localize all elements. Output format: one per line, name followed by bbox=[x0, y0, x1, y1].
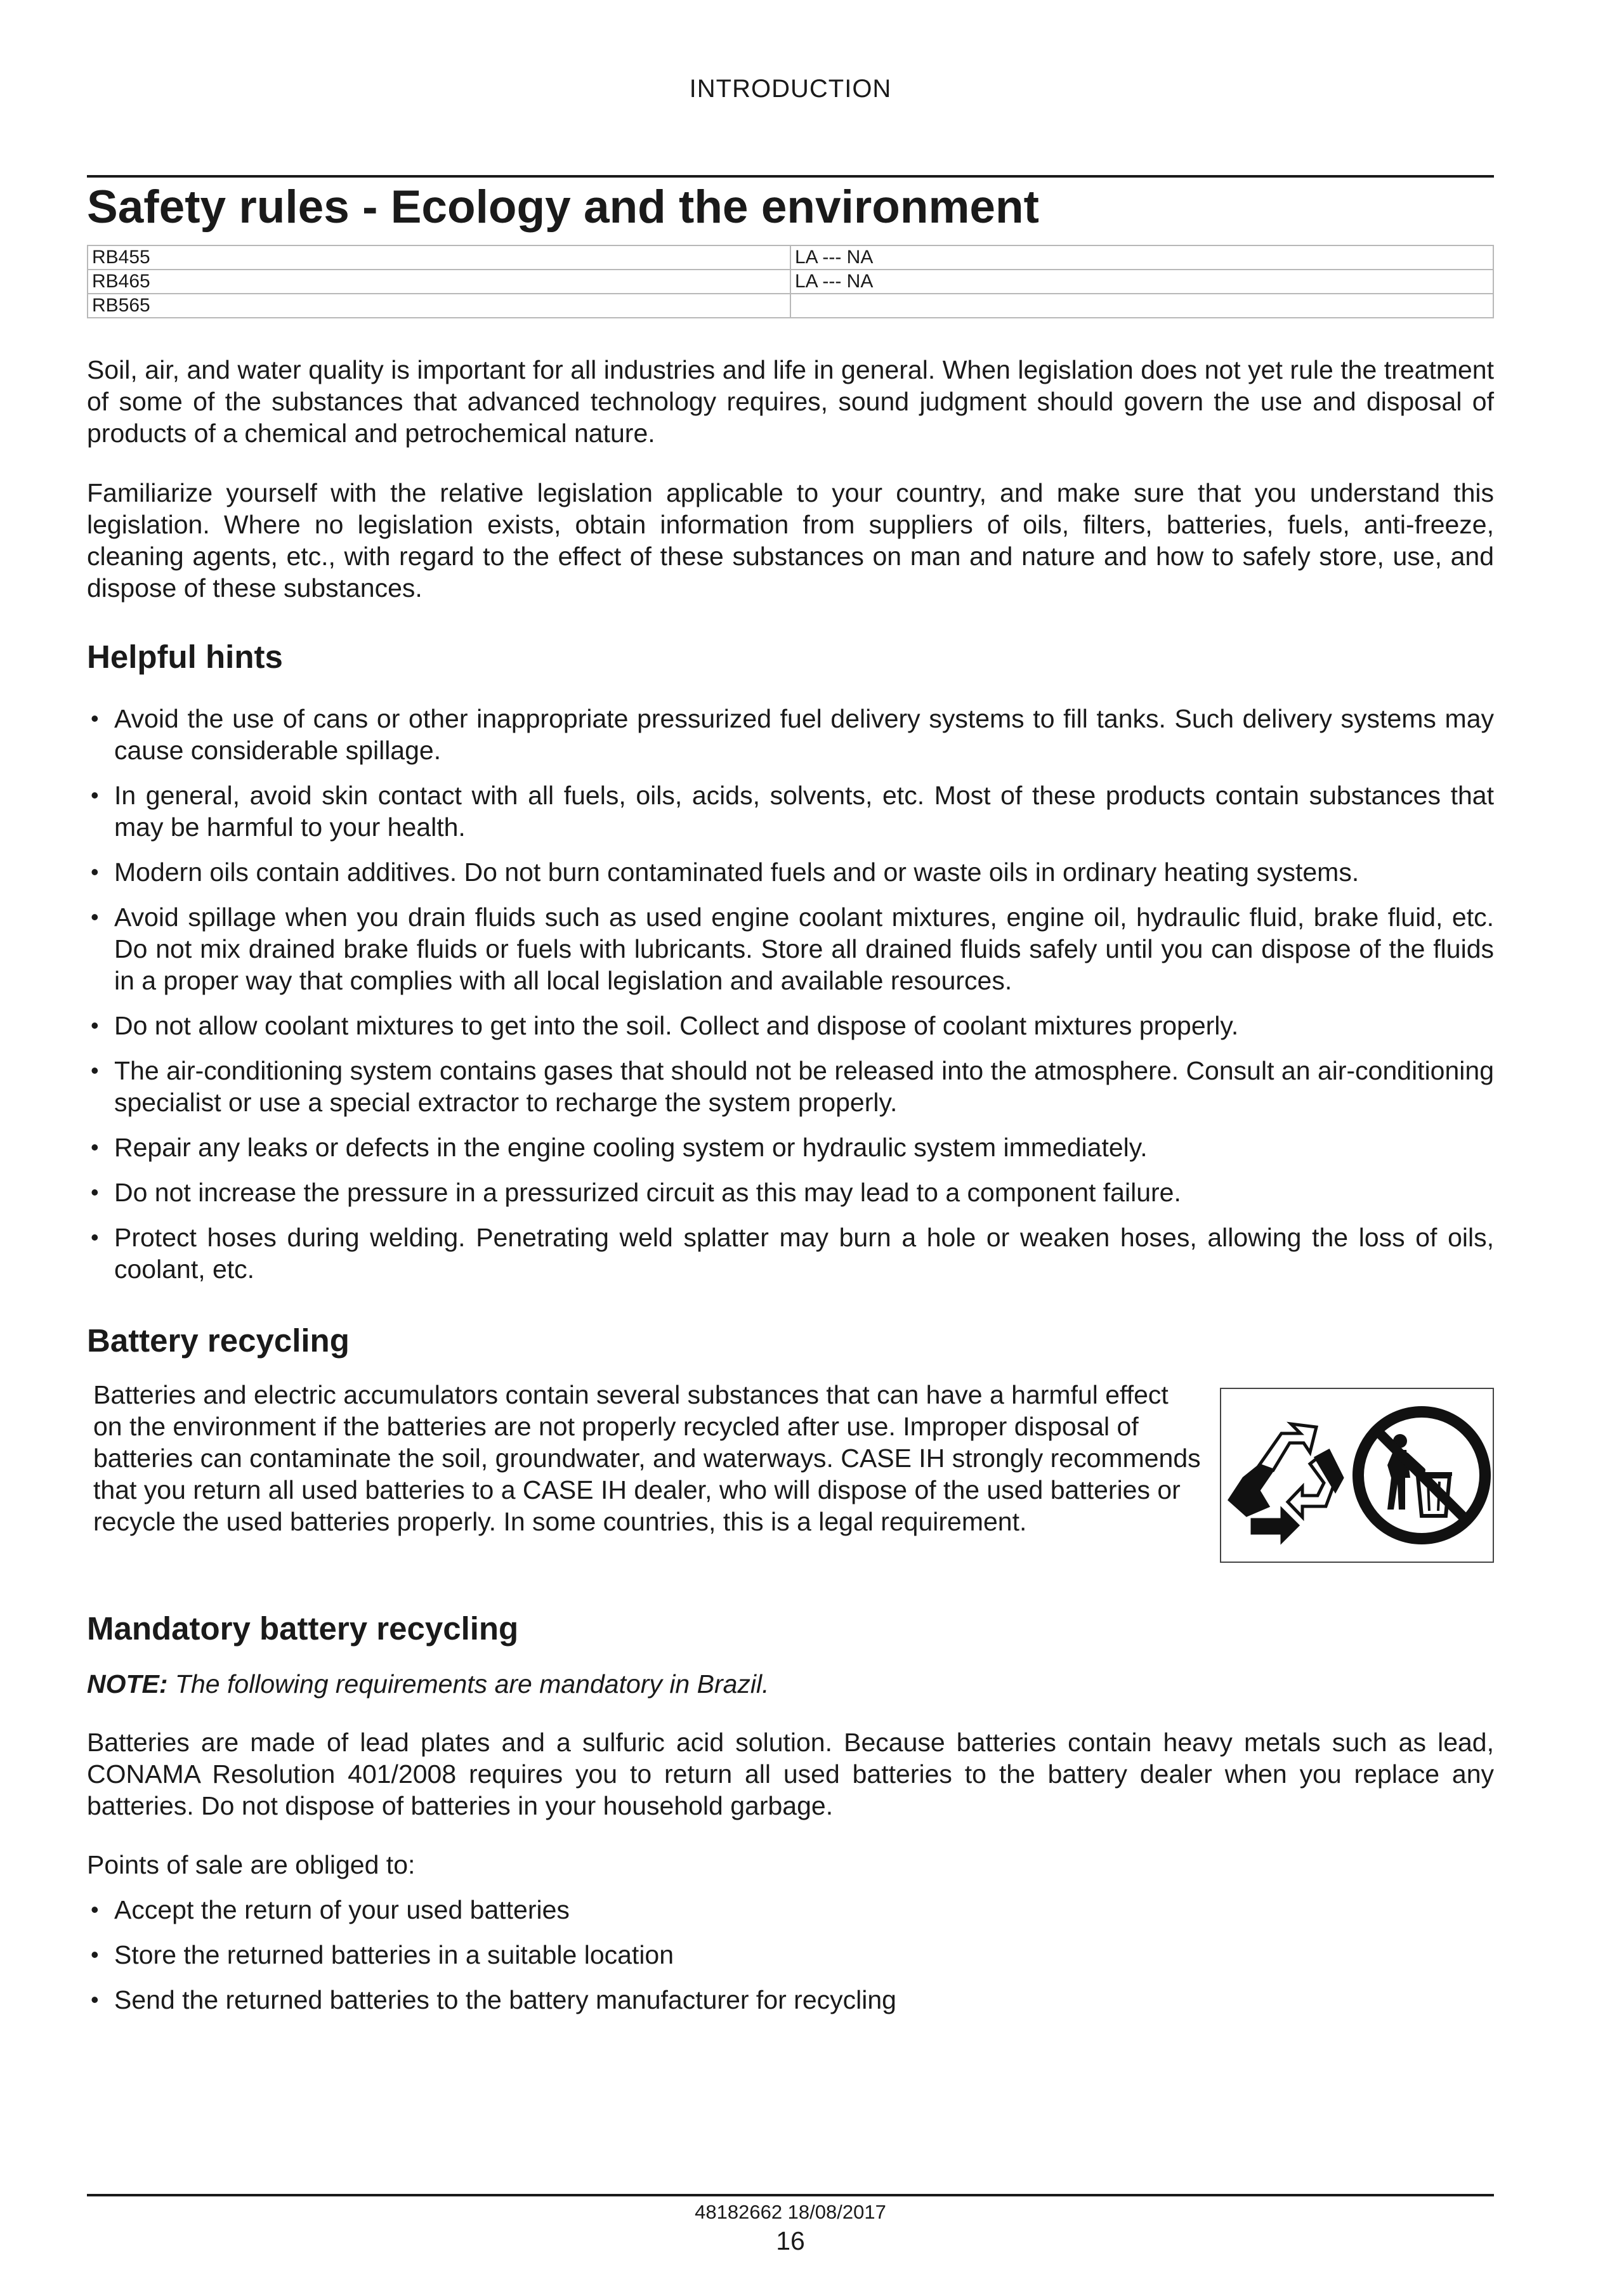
list-item: • Avoid spillage when you drain fluids such as used engine coolant mixtures, engine oil, hydraulic fluid, brake fluid, etc. Do not mix drained brake fluids or fuels with lubricants. Store all drained fluids safely until you can dispose of the fluids in a proper way that complies with all local legislation and available resources. bbox=[91, 903, 1494, 995]
battery-recycling-text: Batteries and electric accumulators contain several substances that can have a harmful effect on the environment if the batteries are not properly recycled after use. Improper disposal of batteries can contaminate the soil, groundwater, and waterways. CASE IH strongly recommends that you return all used batteries to a CASE IH dealer, who will dispose of the used batteries or recycle the used batteries properly. In some countries, this is a legal requirement. bbox=[93, 1380, 1201, 1536]
bullet-icon: • bbox=[91, 1134, 99, 1160]
list-item: • Store the returned batteries in a suitable location bbox=[91, 1940, 674, 1969]
note-text: The following requirements are mandatory in Brazil. bbox=[167, 1669, 769, 1699]
mandatory-paragraph: Batteries are made of lead plates and a sulfuric acid solution. Because batteries contain heavy metals such as lead, CONAMA Resolution 401/2008 requires you to return all used batteries to the battery dealer when you replace any batteries. Do not dispose of batteries in your household garbage. bbox=[87, 1728, 1494, 1820]
list-item: • Accept the return of your used batteries bbox=[91, 1895, 570, 1924]
bullet-icon: • bbox=[91, 904, 99, 930]
battery-recycling-heading: Battery recycling bbox=[87, 1322, 350, 1359]
bullet-icon: • bbox=[91, 1224, 99, 1250]
recycling-pictogram bbox=[1220, 1388, 1494, 1563]
model-cell: RB465 bbox=[88, 270, 790, 294]
model-cell: RB455 bbox=[88, 245, 790, 270]
list-item: • The air-conditioning system contains gases that should not be released into the atmosphere. Consult an air-conditioning specialist or use a special extractor to recharge the system properly. bbox=[91, 1056, 1494, 1117]
region-cell: LA --- NA bbox=[790, 245, 1493, 270]
model-cell: RB565 bbox=[88, 294, 790, 318]
helpful-hints-heading: Helpful hints bbox=[87, 639, 283, 675]
table-row bbox=[88, 294, 1493, 318]
intro-paragraph: Familiarize yourself with the relative legislation applicable to your country, and make sure that you understand this legislation. Where no legislation exists, obtain information from suppliers of oils, filters, batteries, fuels, anti-freeze, cleaning agents, etc., with regard to the effect of these substances on man and nature and how to safely store, use, and dispose of these substances. bbox=[87, 478, 1494, 603]
list-item: • Repair any leaks or defects in the engine cooling system or hydraulic system immediately. bbox=[91, 1133, 1148, 1162]
list-item: • In general, avoid skin contact with all fuels, oils, acids, solvents, etc. Most of these products contain substances that may be harmful to your health. bbox=[91, 781, 1494, 842]
title-rule bbox=[87, 175, 1494, 178]
note-label: NOTE: bbox=[87, 1669, 168, 1699]
list-item: • Do not allow coolant mixtures to get into the soil. Collect and dispose of coolant mixtures properly. bbox=[91, 1011, 1239, 1040]
note bbox=[87, 1669, 769, 1699]
footer-rule bbox=[87, 2194, 1494, 2196]
list-item: • Modern oils contain additives. Do not burn contaminated fuels and or waste oils in ordinary heating systems. bbox=[91, 858, 1359, 887]
page-number: 16 bbox=[776, 2226, 805, 2255]
mandatory-battery-recycling-heading: Mandatory battery recycling bbox=[87, 1610, 519, 1647]
list-item: • Do not increase the pressure in a pressurized circuit as this may lead to a component failure. bbox=[91, 1178, 1181, 1207]
no-trash-disposal-icon bbox=[1358, 1412, 1485, 1539]
region-cell bbox=[790, 294, 1493, 318]
bullet-icon: • bbox=[91, 705, 99, 731]
bullet-icon: • bbox=[91, 1057, 99, 1083]
recycle-icon bbox=[1229, 1424, 1343, 1543]
page-title: Safety rules - Ecology and the environment bbox=[87, 181, 1039, 233]
list-item: • Send the returned batteries to the battery manufacturer for recycling bbox=[91, 1985, 896, 2014]
list-item: • Avoid the use of cans or other inappropriate pressurized fuel delivery systems to fill tanks. Such delivery systems may cause considerable spillage. bbox=[91, 704, 1494, 765]
bullet-icon: • bbox=[91, 859, 99, 885]
points-of-sale-list bbox=[87, 1894, 1494, 2029]
bullet-icon: • bbox=[91, 1012, 99, 1038]
table-row bbox=[88, 245, 1493, 270]
intro-paragraph: Soil, air, and water quality is important for all industries and life in general. When legislation does not yet rule the treatment of some of the substances that advanced technology requires, sound judgment should govern the use and disposal of products of a chemical and petrochemical nature. bbox=[87, 355, 1494, 448]
running-header: INTRODUCTION bbox=[689, 75, 892, 103]
points-intro: Points of sale are obliged to: bbox=[87, 1850, 416, 1879]
bullet-icon: • bbox=[91, 1179, 99, 1205]
helpful-hints-list bbox=[87, 703, 1494, 1298]
table-row bbox=[88, 270, 1493, 294]
list-item: • Protect hoses during welding. Penetrating weld splatter may burn a hole or weaken hoses, allowing the loss of oils, coolant, etc. bbox=[91, 1223, 1494, 1284]
footer-document-reference: 48182662 18/08/2017 bbox=[695, 2201, 886, 2223]
bullet-icon: • bbox=[91, 1941, 99, 1967]
region-cell: LA --- NA bbox=[790, 270, 1493, 294]
model-applicability-table bbox=[87, 245, 1494, 318]
bullet-icon: • bbox=[91, 782, 99, 808]
bullet-icon: • bbox=[91, 1896, 99, 1922]
bullet-icon: • bbox=[91, 1986, 99, 2012]
